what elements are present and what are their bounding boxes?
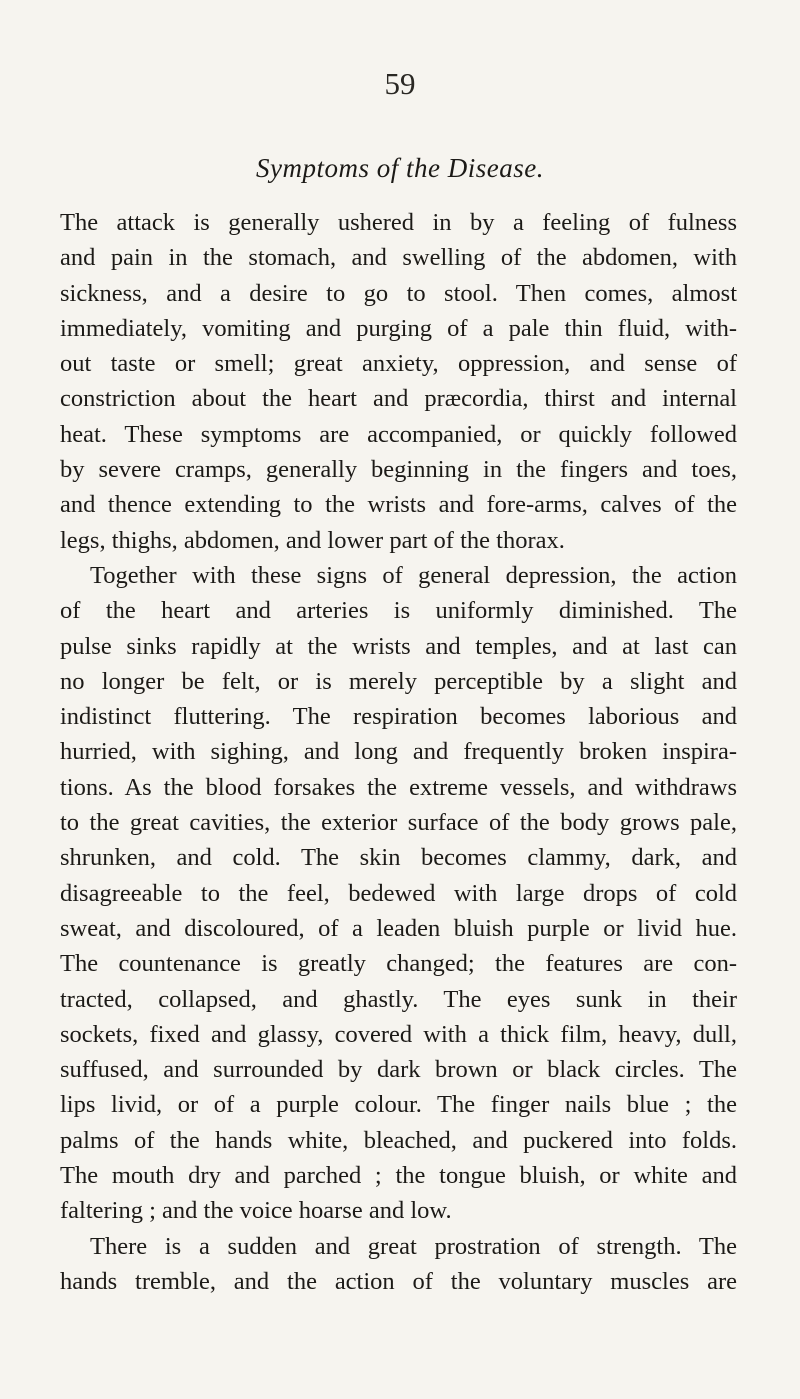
text-line: immediately, vomiting and purging of a pale thin fluid, with-	[60, 314, 737, 342]
text-line: out taste or smell; great anxiety, oppression, and sense of	[60, 350, 737, 378]
text-line: There is a sudden and great prostration of strength. The	[90, 1232, 737, 1260]
text-line: constriction about the heart and præcordia, thirst and internal	[60, 385, 737, 413]
text-line: The mouth dry and parched ; the tongue bluish, or white and	[60, 1162, 737, 1190]
text-line: and thence extending to the wrists and fore-arms, calves of the	[60, 491, 737, 519]
section-heading: Symptoms of the Disease.	[256, 153, 544, 183]
text-line: sockets, fixed and glassy, covered with a thick film, heavy, dull,	[60, 1020, 737, 1048]
text-line: shrunken, and cold. The skin becomes clammy, dark, and	[60, 844, 737, 872]
text-line: legs, thighs, abdomen, and lower part of the thorax.	[60, 526, 565, 554]
text-line: pulse sinks rapidly at the wrists and temples, and at last can	[60, 632, 737, 660]
text-line: tracted, collapsed, and ghastly. The eyes sunk in their	[60, 985, 737, 1013]
text-line: of the heart and arteries is uniformly diminished. The	[60, 597, 737, 625]
text-line: The countenance is greatly changed; the features are con-	[60, 950, 737, 978]
text-line: palms of the hands white, bleached, and puckered into folds.	[60, 1126, 737, 1154]
text-line: hurried, with sighing, and long and frequently broken inspira-	[60, 738, 737, 766]
text-line: tions. As the blood forsakes the extreme vessels, and withdraws	[60, 773, 737, 801]
body-text	[60, 205, 737, 1299]
page-number: 59	[384, 66, 416, 101]
text-line: suffused, and surrounded by dark brown or black circles. The	[60, 1056, 737, 1084]
text-line: lips livid, or of a purple colour. The finger nails blue ; the	[60, 1091, 737, 1119]
text-line: Together with these signs of general depression, the action	[90, 561, 737, 589]
text-line: no longer be felt, or is merely perceptible by a slight and	[60, 667, 737, 695]
text-line: and pain in the stomach, and swelling of the abdomen, with	[60, 244, 737, 272]
text-line: indistinct fluttering. The respiration becomes laborious and	[60, 703, 737, 731]
text-line: sickness, and a desire to go to stool. Then comes, almost	[60, 279, 737, 307]
text-line: The attack is generally ushered in by a feeling of fulness	[60, 209, 737, 236]
text-line: heat. These symptoms are accompanied, or quickly followed	[60, 420, 737, 448]
text-line: hands tremble, and the action of the voluntary muscles are	[60, 1267, 737, 1295]
text-line: faltering ; and the voice hoarse and low.	[60, 1197, 452, 1225]
text-line: by severe cramps, generally beginning in the fingers and toes,	[60, 456, 737, 484]
text-line: disagreeable to the feel, bedewed with large drops of cold	[60, 879, 737, 907]
text-line: to the great cavities, the exterior surface of the body grows pale,	[60, 809, 737, 837]
text-line: sweat, and discoloured, of a leaden bluish purple or livid hue.	[60, 914, 737, 942]
